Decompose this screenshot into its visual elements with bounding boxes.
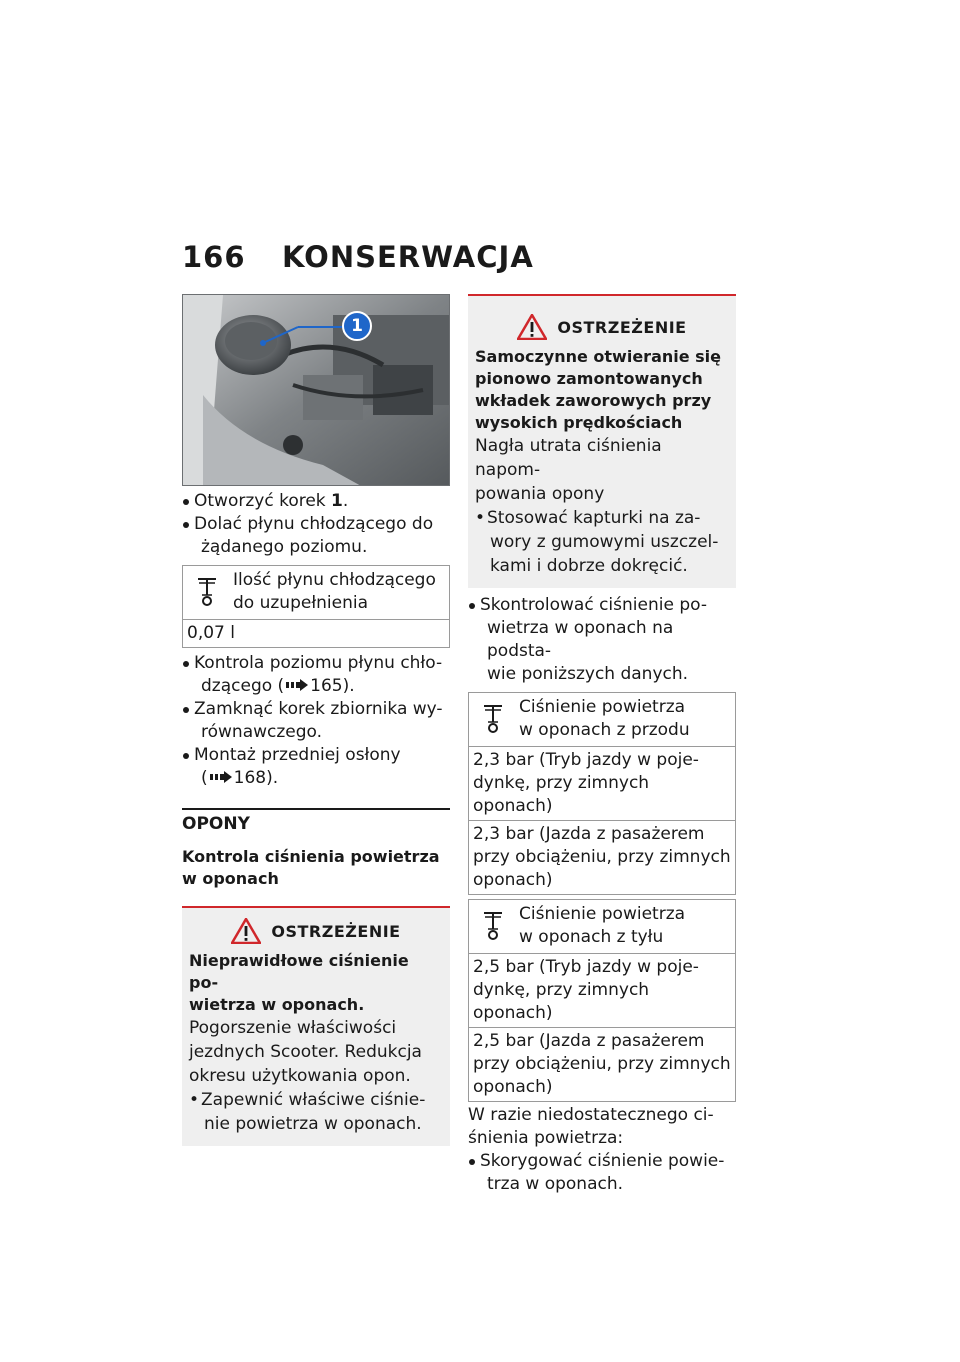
gauge-spec-icon xyxy=(473,903,513,949)
list-item: Montaż przedniej osłony ( 168). xyxy=(182,744,450,790)
list-item: Skorygować ciśnienie powie- trza w oponach. xyxy=(468,1150,736,1196)
spec-title-line: do uzupełnienia xyxy=(233,593,369,613)
gauge-spec-icon xyxy=(187,569,227,615)
warning-actions xyxy=(189,1088,443,1136)
warning-box-tires xyxy=(182,906,450,1146)
note-text: W razie niedostatecznego ci- śnienia powietrza: xyxy=(468,1105,714,1148)
list-item: Dolać płynu chłodzącego do żądanego poziomu. xyxy=(182,513,450,559)
list-item: • Stosować kapturki na za- wory z gumowymi uszczel- kami i dobrze dokręcić. xyxy=(475,506,729,578)
section-title: OPONY xyxy=(182,814,250,834)
right-column xyxy=(468,294,736,1196)
gauge-spec-icon xyxy=(473,696,513,742)
spec-value: 0,07 l xyxy=(187,623,235,643)
callout-badge: 1 xyxy=(342,311,372,341)
engine-photo-illustration xyxy=(183,295,450,486)
page-ref[interactable]: 168 xyxy=(233,768,267,788)
list-item: Zamknąć korek zbiornika wy- równawczego. xyxy=(182,698,450,744)
warning-text: Nagła utrata ciśnienia napom- powania opony xyxy=(475,436,662,504)
spec-title-line: Ilość płynu chłodzącego xyxy=(233,570,436,590)
warning-title: Samoczynne otwieranie się pionowo zamontowanych wkładek zaworowych przy wysokich prędkościach xyxy=(475,347,722,432)
list-item: Kontrola poziomu płynu chło- dzącego ( 165). xyxy=(182,652,450,698)
warning-triangle-icon xyxy=(231,918,261,944)
list-item: • Zapewnić właściwe ciśnie- nie powietrza w oponach. xyxy=(189,1088,443,1136)
page-ref[interactable]: 165 xyxy=(310,676,343,696)
steps-list-1 xyxy=(182,490,450,559)
spec-header: Ciśnienie powietrza w oponach z tyłu xyxy=(469,900,735,954)
steps-list-2 xyxy=(182,652,450,790)
steps-list-4 xyxy=(468,1150,736,1196)
warning-box-valves xyxy=(468,294,736,588)
warning-header xyxy=(475,314,729,340)
list-item: Skontrolować ciśnienie po- wietrza w oponach na podsta- wie poniższych danych. xyxy=(468,594,736,686)
steps-list-3 xyxy=(468,594,736,686)
engine-photo xyxy=(182,294,450,486)
page-header xyxy=(182,240,534,274)
subsection-title: Kontrola ciśnienia powietrza w oponach xyxy=(182,847,440,888)
callout-ref: 1 xyxy=(331,491,343,511)
page-arrow-icon xyxy=(210,767,232,790)
spec-value: 2,3 bar (Jazda z pasażerem przy obciążeniu, przy zimnych oponach) xyxy=(473,824,731,890)
page-number: 166 xyxy=(182,240,246,274)
list-item: Otworzyć korek 1. xyxy=(182,490,450,513)
spec-value: 2,3 bar (Tryb jazdy w poje- dynkę, przy zimnych oponach) xyxy=(469,747,735,821)
warning-text: Pogorszenie właściwości jezdnych Scooter. Redukcja okresu użytkowania opon. xyxy=(189,1018,422,1086)
warning-header xyxy=(189,918,443,944)
page-arrow-icon xyxy=(286,675,308,698)
warning-triangle-icon xyxy=(517,314,547,340)
warning-label: OSTRZEŻENIE xyxy=(557,317,687,337)
rear-tire-pressure-table xyxy=(468,899,736,1102)
chapter-title: KONSERWACJA xyxy=(282,240,534,274)
spec-header: Ciśnienie powietrza w oponach z przodu xyxy=(469,693,735,747)
warning-title: Nieprawidłowe ciśnienie po- wietrza w oponach. xyxy=(189,951,409,1014)
coolant-spec-table xyxy=(182,565,450,648)
warning-actions xyxy=(475,506,729,578)
spec-value: 2,5 bar (Tryb jazdy w poje- dynkę, przy zimnych oponach) xyxy=(469,954,735,1028)
left-column xyxy=(182,294,450,1146)
spec-value: 2,5 bar (Jazda z pasażerem przy obciążeniu, przy zimnych oponach) xyxy=(473,1031,731,1097)
spec-header xyxy=(183,566,449,620)
front-tire-pressure-table xyxy=(468,692,736,895)
section-divider xyxy=(182,808,450,810)
warning-label: OSTRZEŻENIE xyxy=(271,921,401,941)
